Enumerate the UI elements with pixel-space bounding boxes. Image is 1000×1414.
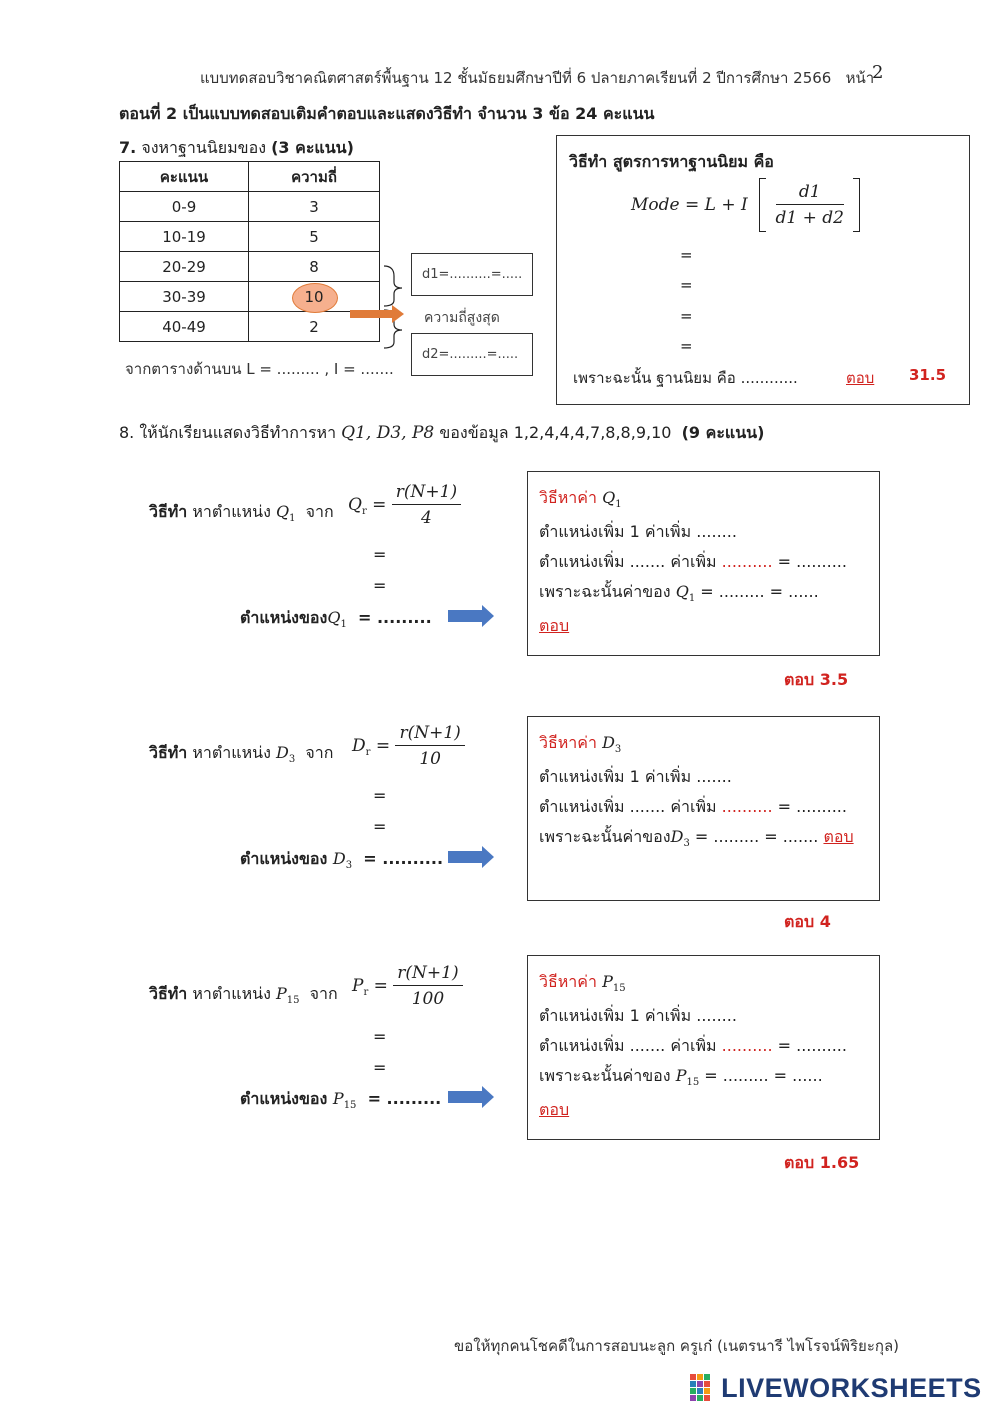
box-line-2: ตำแหน่งเพิ่ม ....... ค่าเพิ่ม .......... = ..........: [539, 1036, 847, 1055]
d2-answer-box[interactable]: [411, 333, 533, 376]
q8-data: ของข้อมูล 1,2,4,4,4,7,8,8,9,10: [439, 423, 672, 442]
part-d3-formula: $D_r$ = $\frac{r(N+1)}{10}$: [352, 723, 465, 769]
equals-sign: =: [680, 337, 693, 355]
table-header: คะแนน: [120, 162, 249, 192]
box-title: วิธีหาค่า $P_{15}$: [539, 972, 626, 994]
q7-method-title: วิธีทำ สูตรการหาฐานนิยม คือ: [569, 152, 774, 171]
liveworksheets-logo: [690, 1373, 982, 1404]
position-of-d3: ตำแหน่งของ $D_3$ = ..........: [240, 849, 444, 871]
q7-points: (3 คะแนน): [271, 138, 354, 157]
d1-answer-box[interactable]: [411, 253, 533, 296]
formula-denominator: 10: [419, 749, 441, 769]
blue-arrow-icon: [448, 1085, 496, 1109]
d1-label: d1=..........=.....: [422, 267, 523, 282]
table-row: [120, 282, 380, 312]
d3-answer: ตอบ 4: [784, 912, 831, 931]
box-line-2: ตำแหน่งเพิ่ม ....... ค่าเพิ่ม .......... = ..........: [539, 797, 847, 816]
part-p15-formula: $P_r$ = $\frac{r(N+1)}{100}$: [352, 963, 463, 1009]
q7-answer-value: 31.5: [909, 366, 947, 384]
box-line-1: ตำแหน่งเพิ่ม 1 ค่าเพิ่ม .......: [539, 767, 732, 786]
box-line-3: เพราะฉะนั้นค่าของ $Q_1$ = ......... = ......: [539, 582, 819, 604]
table-header: ความถี่: [249, 162, 380, 192]
table-cell: 10-19: [120, 222, 249, 252]
table-header-row: [120, 162, 380, 192]
part-q1-formula: $Q_r$ = $\frac{r(N+1)}{4}$: [348, 482, 461, 528]
q8-prompt: [119, 421, 764, 446]
box-line-3: เพราะฉะนั้นค่าของ $P_{15}$ = ......... = ......: [539, 1066, 823, 1088]
formula-lhs: Mode = L + I: [631, 195, 748, 215]
equals-sign: =: [680, 307, 693, 325]
formula-denominator: d1 + d2: [775, 208, 844, 228]
p15-answer-box: [527, 955, 880, 1140]
equals-sign: =: [373, 817, 387, 836]
table-row: [120, 192, 380, 222]
find-position-text: หาตำแหน่ง: [192, 984, 271, 1003]
mode-formula: [631, 178, 860, 232]
max-frequency-label: ความถี่สูงสุด: [424, 310, 500, 326]
box-line-1: ตำแหน่งเพิ่ม 1 ค่าเพิ่ม ........: [539, 1006, 737, 1025]
max-frequency-value: 10: [304, 287, 324, 306]
q7-number: 7.: [119, 138, 137, 157]
document-header: [200, 66, 874, 90]
liveworksheets-logo-icon: [690, 1374, 716, 1404]
position-of-q1: ตำแหน่งของ$Q_1$ = .........: [240, 608, 432, 630]
q8-vars: Q1, D3, P8: [341, 423, 435, 443]
d3-answer-box: [527, 716, 880, 901]
part-p15-method: [149, 982, 338, 1007]
blue-arrow-icon: [448, 845, 496, 869]
table-cell: 0-9: [120, 192, 249, 222]
from-text: จาก: [305, 502, 334, 521]
header-title: แบบทดสอบวิชาคณิตศาสตร์พื้นฐาน 12 ชั้นมัธยมศึกษาปีที่ 6 ปลายภาคเรียนที่ 2 ปีการศึกษา 2566: [200, 69, 832, 87]
table-row: [120, 252, 380, 282]
from-text: จาก: [305, 743, 334, 762]
table-cell: 30-39: [120, 282, 249, 312]
equals-sign: =: [680, 276, 693, 294]
q7-answer-label: ตอบ: [846, 369, 875, 387]
equals-sign: =: [373, 1027, 387, 1046]
table-cell: 20-29: [120, 252, 249, 282]
equals-sign: =: [680, 246, 693, 264]
table-cell: 3: [249, 192, 380, 222]
equals-sign: =: [373, 545, 387, 564]
frequency-table: [119, 161, 380, 342]
quantile-symbol: $D_3$: [275, 743, 296, 765]
equals-sign: =: [373, 576, 387, 595]
box-title: วิธีหาค่า $Q_1$: [539, 488, 622, 510]
box-line-3: เพราะฉะนั้นค่าของ$D_3$ = ......... = ....... ตอบ: [539, 827, 854, 849]
equals-sign: =: [373, 1058, 387, 1077]
brand-text: LIVEWORKSHEETS: [721, 1373, 982, 1403]
method-label: วิธีทำ: [149, 743, 188, 762]
page-label: หน้า: [845, 69, 875, 87]
q7-text: จงหาฐานนิยมของ: [141, 138, 266, 157]
part-d3-method: [149, 741, 333, 766]
box-line-2: ตำแหน่งเพิ่ม ....... ค่าเพิ่ม .......... = ..........: [539, 552, 847, 571]
box-answer-label: ตอบ: [823, 827, 854, 846]
section-heading: ตอนที่ 2 เป็นแบบทดสอบเติมคำตอบและแสดงวิธีทำ จำนวน 3 ข้อ 24 คะแนน: [119, 104, 655, 123]
find-position-text: หาตำแหน่ง: [192, 502, 271, 521]
method-label: วิธีทำ: [149, 502, 188, 521]
box-answer-label: ตอบ: [539, 616, 570, 635]
q8-points: (9 คะแนน): [681, 423, 765, 442]
footer-note: ขอให้ทุกคนโชคดีในการสอบนะลูก ครูเก๋ (เนตรนารี ไพโรจน์พิริยะกุล): [454, 1337, 900, 1355]
formula-numerator: r(N+1): [395, 723, 464, 746]
box-line-1: ตำแหน่งเพิ่ม 1 ค่าเพิ่ม ........: [539, 522, 737, 541]
q7-conclusion: เพราะฉะนั้น ฐานนิยม คือ ............: [573, 369, 798, 387]
page-number: 2: [872, 62, 884, 83]
method-label: วิธีทำ: [149, 984, 188, 1003]
formula-numerator: r(N+1): [392, 482, 461, 505]
from-table-text: จากตารางด้านบน L = ......... , I = .......: [125, 360, 394, 378]
position-of-p15: ตำแหน่งของ $P_{15}$ = .........: [240, 1089, 442, 1111]
formula-denominator: 100: [411, 989, 445, 1009]
table-cell: 5: [249, 222, 380, 252]
table-cell: 40-49: [120, 312, 249, 342]
q8-text: 8. ให้นักเรียนแสดงวิธีทำการหา: [119, 423, 337, 442]
box-title: วิธีหาค่า $D_3$: [539, 733, 622, 755]
quantile-symbol: $P_{15}$: [275, 984, 300, 1006]
table-cell: 8: [249, 252, 380, 282]
orange-arrow-icon: [350, 304, 406, 324]
box-answer-label: ตอบ: [539, 1100, 570, 1119]
from-text: จาก: [309, 984, 338, 1003]
q7-prompt: [119, 136, 354, 161]
p15-answer: ตอบ 1.65: [784, 1153, 860, 1172]
q1-answer: ตอบ 3.5: [784, 670, 849, 689]
part-q1-method: [149, 500, 334, 525]
formula-numerator: d1: [776, 182, 844, 205]
quantile-symbol: $Q_1$: [275, 502, 296, 524]
find-position-text: หาตำแหน่ง: [192, 743, 271, 762]
formula-numerator: r(N+1): [393, 963, 462, 986]
table-row: [120, 222, 380, 252]
d2-label: d2=.........=.....: [422, 347, 519, 362]
table-cell: 2: [249, 312, 380, 342]
blue-arrow-icon: [448, 604, 496, 628]
formula-denominator: 4: [421, 508, 432, 528]
q1-answer-box: [527, 471, 880, 656]
q7-method-box: [556, 135, 970, 405]
table-row: [120, 312, 380, 342]
equals-sign: =: [373, 786, 387, 805]
